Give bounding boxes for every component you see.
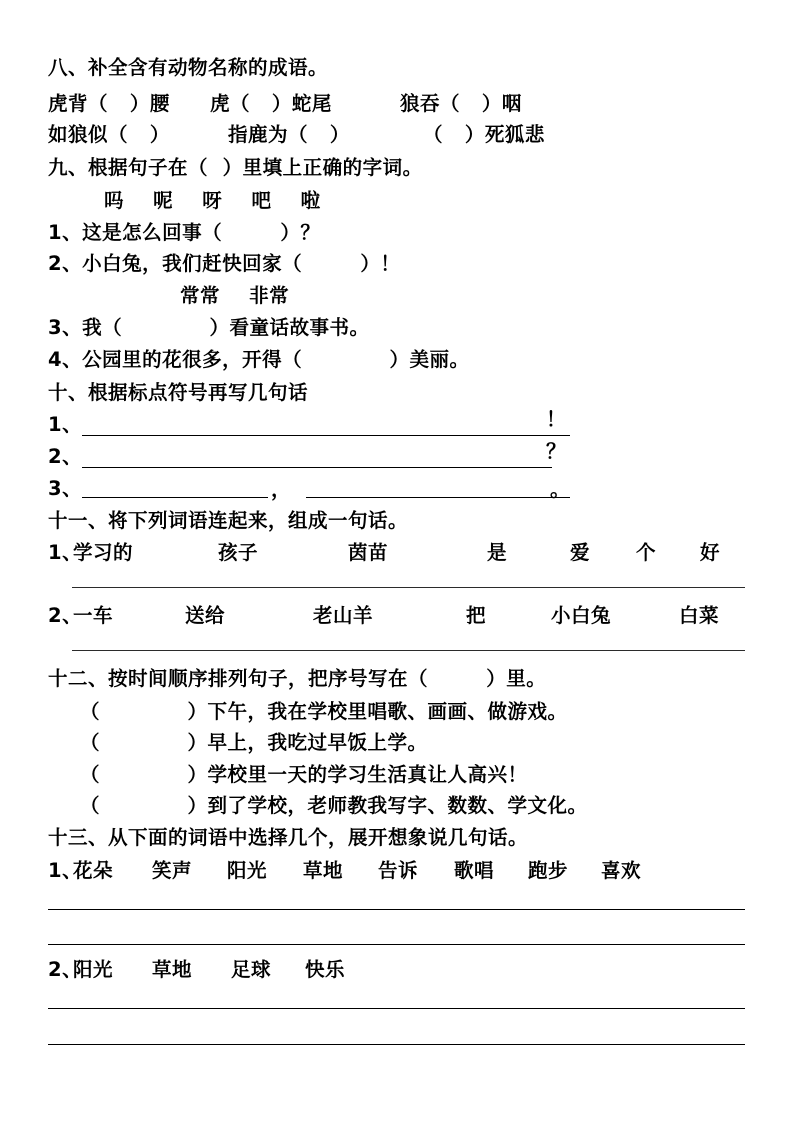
section-9-item-2: 2、小白兔，我们赶快回家（ ）！	[48, 252, 401, 275]
section-10-item-2-answer-line[interactable]	[82, 467, 552, 468]
section-11-item-1-word-2: 茵苗	[348, 541, 389, 564]
section-11-item-1-label: 1、	[48, 541, 83, 564]
section-13-item-1-word-7: 喜欢	[601, 859, 642, 882]
section-13-item-2-word-3: 快乐	[305, 958, 346, 981]
section-13-item-2-word-1: 草地	[152, 958, 193, 981]
section-8-row2-item-a: 如狼似（ ）	[48, 123, 170, 146]
section-8-row1-item-c: 狼吞（ ）咽	[400, 92, 522, 115]
section-11-item-1-word-4: 爱	[570, 541, 591, 564]
section-10-item-3-period: 。	[550, 477, 570, 501]
section-13-item-1-word-0: 花朵	[73, 859, 114, 882]
section-13-item-1-answer-line-1[interactable]	[48, 909, 745, 910]
section-11-item-1-answer-line[interactable]	[72, 587, 745, 588]
section-8-row1-item-b: 虎（ ）蛇尾	[210, 92, 332, 115]
section-9-item-1: 1、这是怎么回事（ ）？	[48, 221, 321, 244]
section-12-item-0[interactable]: （ ）下午，我在学校里唱歌、画画、做游戏。	[80, 700, 568, 723]
section-13-item-1-word-3: 草地	[303, 859, 344, 882]
section-13-heading: 十三、从下面的词语中选择几个，展开想象说几句话。	[48, 826, 529, 849]
section-8-row2-item-b: 指鹿为（ ）	[228, 123, 350, 146]
section-10-item-1-answer-line[interactable]	[82, 435, 570, 436]
section-13-item-1-word-1: 笑声	[152, 859, 193, 882]
section-11-item-1-word-3: 是	[487, 541, 508, 564]
section-11-item-2-word-5: 白菜	[679, 604, 720, 627]
section-11-item-2-word-0: 一车	[73, 604, 114, 627]
section-10-heading: 十、根据标点符号再写几句话	[48, 381, 309, 404]
section-13-item-1-answer-line-2[interactable]	[48, 944, 745, 945]
section-9-item-4: 4、公园里的花很多，开得（ ）美丽。	[48, 348, 470, 371]
section-8-row1-item-a: 虎背（ ）腰	[48, 92, 170, 115]
section-11-item-1-word-1: 孩子	[218, 541, 259, 564]
section-10-item-3-comma: ，	[271, 477, 291, 501]
section-11-item-1-word-0: 学习的	[73, 541, 134, 564]
section-8-heading: 八、补全含有动物名称的成语。	[48, 56, 329, 79]
section-9-item-3: 3、我（ ）看童话故事书。	[48, 316, 370, 339]
section-10-item-1-punctuation: ！	[546, 407, 566, 431]
section-13-item-1-label: 1、	[48, 859, 83, 882]
section-8-row2-item-c: （ ）死狐悲	[423, 123, 545, 146]
section-11-item-2-answer-line[interactable]	[72, 650, 745, 651]
section-9-word-bank-1: 吗 呢 呀 吧 啦	[104, 189, 321, 212]
section-10-item-3-answer-line-a[interactable]	[82, 497, 268, 498]
section-11-item-2-label: 2、	[48, 604, 83, 627]
section-11-item-1-word-5: 个	[636, 541, 657, 564]
section-13-item-2-answer-line-2[interactable]	[48, 1044, 745, 1045]
section-9-heading: 九、根据句子在（ ）里填上正确的字词。	[48, 156, 423, 179]
section-10-item-3-label: 3、	[48, 477, 83, 500]
section-12-heading: 十二、按时间顺序排列句子，把序号写在（ ）里。	[48, 667, 547, 690]
section-9-word-bank-2: 常常 非常	[180, 284, 290, 307]
section-13-item-2-word-2: 足球	[231, 958, 272, 981]
section-11-item-2-word-2: 老山羊	[313, 604, 374, 627]
section-11-heading: 十一、将下列词语连起来，组成一句话。	[48, 509, 409, 532]
section-11-item-2-word-1: 送给	[185, 604, 226, 627]
section-10-item-3-answer-line-b[interactable]	[306, 497, 570, 498]
section-10-item-1-label: 1、	[48, 413, 83, 436]
section-13-item-1-word-6: 跑步	[528, 859, 569, 882]
section-11-item-2-word-3: 把	[466, 604, 487, 627]
section-11-item-1-word-6: 好	[700, 541, 721, 564]
section-11-item-2-word-4: 小白兔	[551, 604, 612, 627]
section-12-item-2[interactable]: （ ）学校里一天的学习生活真让人高兴！	[80, 763, 528, 786]
section-13-item-2-word-0: 阳光	[73, 958, 114, 981]
section-13-item-1-word-2: 阳光	[227, 859, 268, 882]
section-13-item-2-label: 2、	[48, 958, 83, 981]
section-12-item-1[interactable]: （ ）早上，我吃过早饭上学。	[80, 731, 428, 754]
section-12-item-3[interactable]: （ ）到了学校，老师教我写字、数数、学文化。	[80, 794, 588, 817]
section-10-item-2-punctuation: ？	[546, 439, 566, 463]
section-13-item-2-answer-line-1[interactable]	[48, 1008, 745, 1009]
section-13-item-1-word-5: 歌唱	[454, 859, 495, 882]
section-13-item-1-word-4: 告诉	[378, 859, 419, 882]
section-10-item-2-label: 2、	[48, 445, 83, 468]
